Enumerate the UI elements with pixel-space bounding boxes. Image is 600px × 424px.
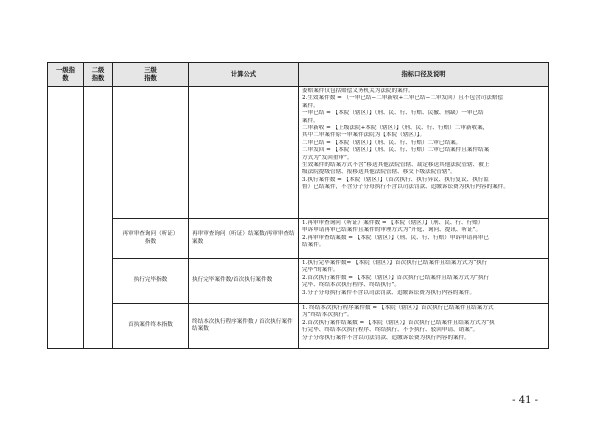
level1-cell bbox=[48, 87, 84, 349]
formula-cell: 终结本次执行程序案件数 / 首次执行案件结案数 bbox=[189, 304, 299, 349]
table-row bbox=[48, 87, 549, 219]
formula-cell bbox=[189, 87, 299, 219]
description-cell: 1. 终结本次执行程序案件数 = 【本院（辖区）】首次执行已结案件且结案方式 为“终结本次执行”。 2.首次执行案件结案数 = 【本院（辖区）】首次执行已结案件且结案方式为“执 行完毕、终结本次执行程序、终结执行、不予执行、驳回申请、销案”。 分子分母执行案件不含以司法罚款、追缴诉讼费为执行内容的案件。 bbox=[299, 304, 549, 349]
header-level1: 一级指 数 bbox=[48, 63, 84, 87]
level2-cell bbox=[84, 87, 113, 349]
header-level3: 三级 指数 bbox=[113, 63, 189, 87]
header-formula: 计算公式 bbox=[189, 63, 299, 87]
table-row bbox=[48, 219, 549, 259]
table-header-row bbox=[48, 63, 549, 87]
formula-cell: 执行完毕案件数/首次执行案件数 bbox=[189, 259, 299, 304]
description-cell: 1.再审审查询问（听证）案件数 = 【本院（辖区）】（刑、民、行、行赔） 申诉申请再审已结案件且案件的审理方式为“开庭、询问、提讯、听证”。 2.再审审查结案数 = 【本院（辖区）】（刑、民、行、行赔）申诉申请再审已 结案件。 bbox=[299, 219, 549, 259]
indicator-table bbox=[47, 62, 549, 349]
description-cell: 委赔案件仅包括赔偿义务机关为法院的案件。 2.生效案件数 = （一审已结−二审新收+二审已结−二审发回）且不包含司法赔偿 案件。 一审已结 = 【本院（辖区）】（刑、民、行、行赔、民撤、刑缺）一审已结 案件。 二审新收 = 【上级法院+本院（辖区）】（刑、民、行、行赔）二审新收案， 其中二审案件原一审案件法院为【本院（辖区）】。 二审已结 = 【本院（辖区）】（刑、民、行、行赔）二审已结案。 二审发回 = 【本院（辖区）】（刑、民、行、行赔）二审已结案件且案件结案 方式为“发回重审”。 生效案件的结案方式不含“移送其他法院管辖、裁定移送其他法院管辖、被上 级法院提级管辖、报移送其他法院管辖、移交下级法院管辖”。 3.执行案件数 = 【本院（辖区）】（首次执行、执行异议、执行复议、执行监 督）已结案件，不含分子分母执行不含以司法罚款、追缴诉讼费为执行内容的案件。 bbox=[299, 87, 549, 219]
description-cell: 1.执行完毕案件数= 【本院（辖区）】首次执行已结案件且结案方式为“执行 完毕”的案件。 2.首次执行案件数 = 【本院（辖区）】首次执行已结案件且结案方式为“执行 完毕、终结本次执行程序、终结执行”。 3.分子分母执行案件不含以司法罚款、追缴诉讼费为执行内容的案件。 bbox=[299, 259, 549, 304]
page-number: - 41 - bbox=[512, 395, 538, 406]
formula-cell: 再审审查询问（听证）结案数/再审审查结案数 bbox=[189, 219, 299, 259]
header-description: 指标口径及说明 bbox=[299, 63, 549, 87]
table-row bbox=[48, 304, 549, 349]
header-level2: 二级 指数 bbox=[84, 63, 113, 87]
indicator-name-cell: 再审审查询问（听证） 指数 bbox=[113, 219, 189, 259]
indicator-name-cell: 执行完毕指数 bbox=[113, 259, 189, 304]
table-row bbox=[48, 259, 549, 304]
level3-cell bbox=[113, 87, 189, 219]
indicator-name-cell: 首执案件终本指数 bbox=[113, 304, 189, 349]
